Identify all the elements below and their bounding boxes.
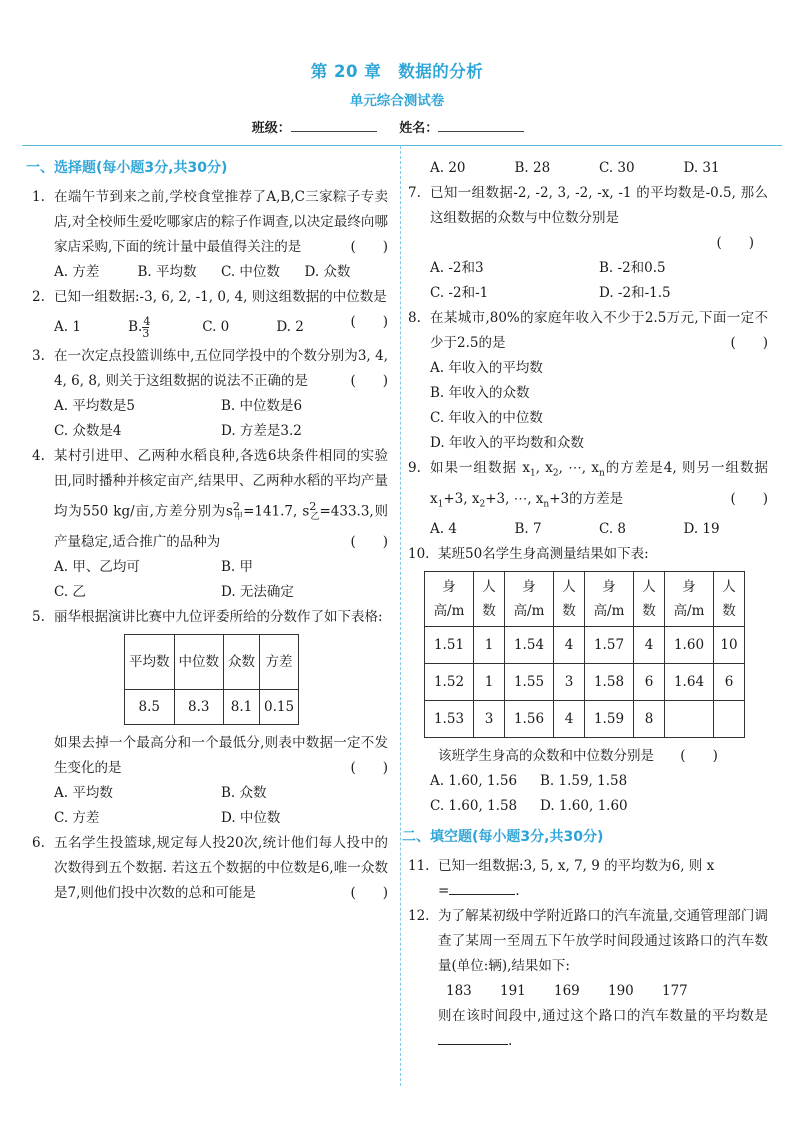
header-line: 人 (642, 579, 656, 596)
options-3a (32, 394, 388, 419)
question-10-cont (408, 744, 768, 769)
option-b[interactable]: B. 众数 (221, 785, 267, 802)
table-cell: 1.52 (425, 664, 474, 701)
table-row (125, 690, 299, 725)
table-cell: 1 (474, 664, 505, 701)
section-fill-title: 二、填空题(每小题3分,共30分) (402, 829, 604, 846)
table-cell: 3 (474, 701, 505, 738)
separator: , x (535, 460, 553, 476)
question-5 (32, 605, 388, 630)
table-row (425, 664, 745, 701)
option-a[interactable]: A. 年收入的平均数 (430, 360, 543, 376)
subscript: n (598, 468, 605, 479)
variance-sub-jia (233, 494, 243, 530)
option-d[interactable]: D. 31 (683, 160, 720, 176)
superscript: 2 (232, 500, 241, 513)
table-cell: 10 (714, 627, 745, 664)
table-cell: 1.58 (585, 664, 634, 701)
question-4 (32, 444, 388, 555)
option-c[interactable]: C. 方差 (54, 810, 100, 827)
table-header: 中位数 (174, 635, 224, 690)
table-header (665, 572, 714, 627)
table-header (554, 572, 585, 627)
answer-blank[interactable] (449, 880, 515, 895)
options-4b (32, 580, 388, 605)
options-10b (408, 794, 768, 819)
question-text: 如果去掉一个最高分和一个最低分,则表中数据一定不发生变化的是 (54, 735, 388, 777)
table-cell: 6 (714, 664, 745, 701)
term: +3 (485, 490, 506, 507)
question-text-c: =433.3,则产量稳定,适合推广的品种为 (54, 503, 388, 551)
answer-bracket[interactable]: ( ) (730, 490, 768, 507)
options-5a (32, 781, 388, 806)
table-header (714, 572, 745, 627)
answer-bracket[interactable]: ( ) (350, 314, 388, 330)
question-10 (408, 542, 768, 567)
question-text: 为了解某初级中学附近路口的汽车流量,交通管理部门调查了某周一至周五下午放学时间段通过该路口的汽车数量(单位:辆),结果如下: (438, 908, 768, 975)
height-table (424, 571, 745, 738)
table-row (125, 635, 299, 690)
option-d[interactable]: D. 中位数 (221, 810, 281, 827)
term: +3 (443, 490, 464, 507)
car-count: 190 (608, 983, 634, 1000)
name-blank[interactable] (438, 119, 524, 132)
options-3b (32, 419, 388, 444)
option-b[interactable]: B. 年收入的众数 (430, 385, 530, 401)
header-line: 身 (442, 579, 456, 596)
option-a[interactable]: A. 甲、乙均可 (54, 559, 140, 576)
table-cell: 8 (634, 701, 665, 738)
options-9 (408, 517, 768, 542)
question-12-cont (408, 1004, 768, 1054)
question-7 (408, 181, 768, 256)
question-text: 某班50名学生身高测量结果如下表: (438, 546, 649, 563)
table-cell: 1 (474, 627, 505, 664)
question-text: 该班学生身高的众数和中位数分别是 (438, 748, 654, 765)
question-text-b: =141.7, s (243, 503, 310, 520)
options-10a (408, 769, 768, 794)
table-cell: 8.5 (125, 690, 175, 725)
subscript: 甲 (234, 512, 244, 523)
column-divider (400, 146, 401, 1086)
page-subtitle: 单元综合测试卷 (349, 93, 445, 109)
option-c[interactable]: C. 年收入的中位数 (430, 410, 543, 426)
question-11 (408, 854, 768, 904)
table-cell: 6 (634, 664, 665, 701)
table-cell: 1.56 (505, 701, 554, 738)
subscript: 1 (437, 499, 444, 510)
option-d[interactable]: D. 年收入的平均数和众数 (430, 435, 584, 451)
period: . (508, 1033, 513, 1050)
option-c[interactable]: C. 众数是4 (54, 423, 122, 439)
option-b[interactable]: B. 甲 (221, 559, 254, 576)
car-counts (408, 979, 768, 1004)
option-b-label: B. (128, 319, 143, 335)
question-number: 8. (408, 310, 421, 326)
option-a[interactable]: A. -2和3 (430, 260, 484, 276)
option-8b (408, 381, 768, 406)
question-number: 7. (408, 185, 421, 201)
score-table (124, 634, 299, 725)
answer-bracket[interactable]: ( ) (350, 239, 388, 255)
question-text: 在一次定点投篮训练中,五位同学投中的个数分别为3, 4, 4, 6, 8, 则关于这组数据的说法不正确的是 (54, 348, 388, 389)
header-line: 数 (562, 603, 576, 620)
option-d[interactable]: D. 2 (276, 319, 304, 335)
question-text: 五名学生投篮球,规定每人投20次,统计他们每人投中的次数得到五个数据. 若这五个数据的中位数是6,唯一众数是7,则他们投中次数的总和可能是 (54, 835, 388, 902)
option-a[interactable]: A. 平均数是5 (54, 398, 135, 414)
option-d[interactable]: D. 方差是3.2 (221, 423, 302, 439)
question-text: 已知一组数据:3, 5, x, 7, 9 的平均数为6, 则 x (438, 858, 715, 875)
options-7a (408, 256, 768, 281)
option-c[interactable]: C. 8 (599, 521, 627, 538)
separator: , x (463, 490, 480, 507)
fraction (142, 316, 161, 339)
fraction-denominator: 3 (142, 327, 150, 340)
question-3 (32, 344, 388, 394)
table-header (634, 572, 665, 627)
header-line: 人 (722, 579, 736, 596)
answer-blank[interactable] (438, 1030, 508, 1045)
table-cell: 8.1 (224, 690, 260, 725)
option-c[interactable]: C. 30 (599, 160, 635, 176)
superscript: 2 (309, 500, 317, 513)
option-b[interactable] (128, 310, 202, 344)
variance-sub-yi (309, 494, 319, 530)
option-a[interactable]: A. 平均数 (54, 785, 113, 802)
question-text: 则在该时间段中,通过这个路口的汽车数量的平均数是 (438, 1008, 768, 1025)
table-cell: 4 (554, 627, 585, 664)
header-line: 数 (482, 603, 496, 620)
table-header: 方差 (260, 635, 299, 690)
header-line: 人 (562, 579, 576, 596)
answer-bracket[interactable]: ( ) (350, 373, 388, 389)
subscript: 1 (529, 468, 536, 479)
question-text-c: 的方差是 (569, 490, 624, 507)
option-c[interactable]: C. 1.60, 1.58 (430, 798, 518, 815)
options-4a (32, 555, 388, 580)
option-a[interactable]: A. 1.60, 1.56 (430, 773, 518, 790)
header-line: 身 (522, 579, 536, 596)
question-number: 5. (32, 609, 45, 626)
separator: , ⋯, x (505, 490, 544, 507)
fraction-numerator: 4 (143, 315, 151, 328)
left-column (26, 154, 388, 906)
table-cell: 1.55 (505, 664, 554, 701)
table-cell: 8.3 (174, 690, 224, 725)
option-d[interactable]: D. -2和-1.5 (599, 285, 671, 301)
option-8d (408, 431, 768, 456)
table-row (425, 627, 745, 664)
car-count: 191 (500, 983, 526, 1000)
question-text-a: 如果一组数据 x (430, 460, 530, 476)
header-line: 身 (682, 579, 696, 596)
question-text: 在端午节到来之前,学校食堂推荐了A,B,C三家粽子专卖店,对全校师生爱吃哪家店的粽子作调查,以决定最终向哪家店采购,下面的统计量中最值得关注的是 (54, 189, 388, 255)
option-c[interactable]: C. 乙 (54, 584, 86, 601)
table-header (505, 572, 554, 627)
question-number: 10. (408, 546, 430, 563)
separator: , ⋯, x (558, 460, 599, 476)
question-text: 在某城市,80%的家庭年收入不少于2.5万元,下面一定不少于2.5的是 (430, 310, 768, 351)
option-b[interactable]: B. 平均数 (137, 264, 197, 280)
option-b[interactable]: B. 28 (514, 160, 551, 176)
question-8 (408, 306, 768, 356)
table-cell: 4 (554, 701, 585, 738)
answer-bracket[interactable]: ( ) (350, 760, 388, 777)
question-number: 3. (32, 348, 45, 364)
subscript: 乙 (310, 512, 320, 523)
question-number: 12. (408, 908, 430, 925)
header-line: 高/m (673, 603, 705, 620)
option-b[interactable]: B. 7 (514, 521, 542, 538)
option-a[interactable]: A. 方差 (54, 264, 100, 280)
table-row (425, 701, 745, 738)
option-d[interactable]: D. 众数 (304, 264, 351, 280)
option-b[interactable]: B. 1.59, 1.58 (540, 773, 628, 790)
answer-bracket[interactable]: ( ) (716, 235, 754, 251)
option-8c (408, 406, 768, 431)
header-line: 高/m (513, 603, 545, 620)
class-blank[interactable] (291, 119, 377, 132)
car-count: 183 (446, 983, 472, 1000)
table-header: 众数 (224, 635, 260, 690)
table-row (425, 572, 745, 627)
answer-bracket[interactable]: ( ) (730, 335, 768, 351)
answer-bracket[interactable]: ( ) (680, 748, 718, 765)
option-c[interactable]: C. 中位数 (221, 264, 280, 280)
option-b[interactable]: B. 中位数是6 (221, 398, 303, 414)
options-5b (32, 806, 388, 831)
options-1 (32, 260, 388, 285)
options-6 (408, 156, 768, 181)
table-cell: 1.60 (665, 627, 714, 664)
header-line: 人 (482, 579, 496, 596)
table-cell: 1.51 (425, 627, 474, 664)
table-header (585, 572, 634, 627)
right-column (402, 154, 769, 1054)
question-text: 已知一组数据-2, -2, 3, -2, -x, -1 的平均数是-0.5, 那么这组数据的众数与中位数分别是 (430, 185, 768, 226)
option-b[interactable]: B. -2和0.5 (599, 260, 666, 276)
option-a[interactable]: A. 4 (430, 521, 457, 538)
option-c[interactable]: C. 0 (202, 319, 230, 335)
table-cell (665, 701, 714, 738)
question-text: 丽华根据演讲比赛中九位评委所给的分数作了如下表格: (54, 609, 383, 626)
subscript: n (543, 499, 550, 510)
options-7b (408, 281, 768, 306)
table-cell: 1.59 (585, 701, 634, 738)
option-d[interactable]: D. 1.60, 1.60 (540, 798, 628, 815)
question-1 (32, 185, 388, 260)
option-c[interactable]: C. -2和-1 (430, 285, 489, 301)
question-number: 11. (408, 858, 430, 875)
header-rule (22, 145, 782, 146)
header-line: 高/m (593, 603, 625, 620)
question-5-cont (32, 731, 388, 781)
question-6 (32, 831, 388, 906)
car-count: 177 (662, 983, 688, 1000)
name-label: 姓名： (399, 121, 439, 136)
question-12 (408, 904, 768, 979)
class-label: 班级： (251, 121, 291, 136)
car-count: 169 (554, 983, 580, 1000)
answer-bracket[interactable]: ( ) (350, 885, 388, 902)
student-info (0, 117, 794, 136)
table-cell: 1.57 (585, 627, 634, 664)
table-cell: 4 (634, 627, 665, 664)
option-d[interactable]: D. 无法确定 (221, 584, 294, 601)
section-choice-title: 一、选择题(每小题3分,共30分) (26, 160, 228, 176)
table-header (474, 572, 505, 627)
question-number: 9. (408, 460, 421, 476)
table-cell: 1.53 (425, 701, 474, 738)
header-line: 数 (642, 603, 656, 620)
options-2 (32, 310, 350, 344)
question-9 (408, 456, 768, 517)
term: +3 (549, 490, 570, 507)
option-a[interactable]: A. 20 (430, 160, 466, 176)
question-text-a: 某村引进甲、乙两种水稻良种,各选6块条件相同的实验田,同时播种并核定亩产,结果甲、乙两种水稻的平均产量均为550 kg/亩,方差分别为s (54, 448, 388, 520)
subscript: 2 (552, 468, 559, 479)
question-number: 4. (32, 448, 45, 464)
table-cell: 0.15 (260, 690, 299, 725)
question-number: 2. (32, 289, 45, 305)
header-line: 数 (722, 603, 736, 620)
header-line: 高/m (433, 603, 465, 620)
answer-bracket[interactable]: ( ) (350, 534, 388, 551)
option-d[interactable]: D. 19 (683, 521, 720, 538)
period: . (515, 883, 520, 900)
header-line: 身 (602, 579, 616, 596)
table-cell: 3 (554, 664, 585, 701)
question-text-b: 的方差是4, 则另一组数据 x (430, 460, 769, 507)
question-number: 6. (32, 835, 45, 852)
subscript: 2 (479, 499, 486, 510)
equals-sign: = (438, 883, 450, 900)
option-8a (408, 356, 768, 381)
table-header: 平均数 (125, 635, 175, 690)
table-cell (714, 701, 745, 738)
page-title: 第 20 章 数据的分析 (310, 62, 484, 81)
question-text: 已知一组数据:-3, 6, 2, -1, 0, 4, 则这组数据的中位数是 (54, 289, 387, 305)
table-cell: 1.64 (665, 664, 714, 701)
question-number: 1. (32, 189, 45, 205)
table-cell: 1.54 (505, 627, 554, 664)
option-a[interactable]: A. 1 (54, 319, 81, 335)
table-header (425, 572, 474, 627)
